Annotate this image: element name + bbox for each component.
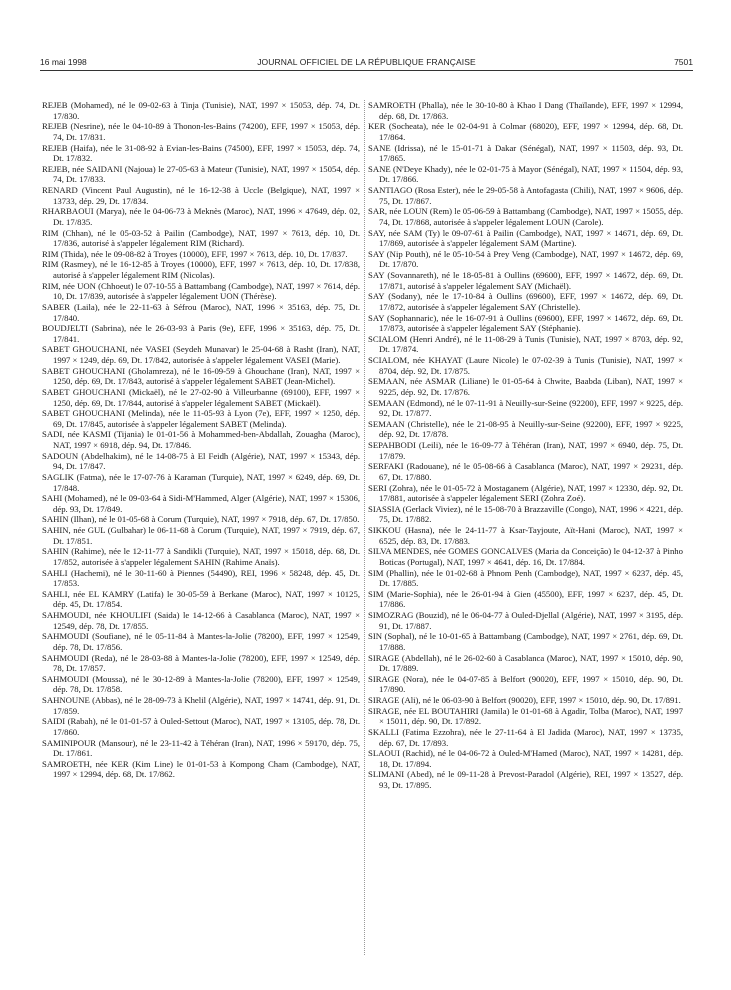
list-item: SAHIN (Ilhan), né le 01-05-68 à Corum (Turquie), NAT, 1997 × 7918, dép. 67, Dt. 17/850.: [42, 514, 360, 525]
list-item: SIRAGE (Abdellah), né le 26-02-60 à Casablanca (Maroc), NAT, 1997 × 15010, dép. 90, Dt. 17/889.: [368, 652, 683, 674]
list-item: SIASSIA (Gerlack Viviez), né le 15-08-70 à Brazzaville (Congo), NAT, 1996 × 4221, dép. 75, Dt. 17/882.: [368, 503, 683, 525]
list-item: SANE (N'Deye Khady), née le 02-01-75 à Mayor (Sénégal), NAT, 1997 × 11504, dép. 93, Dt. 17/866.: [368, 163, 683, 185]
left-column: [42, 100, 360, 780]
list-item: SERFAKI (Radouane), né le 05-08-66 à Casablanca (Maroc), NAT, 1997 × 29231, dép. 67, Dt. 17/880.: [368, 461, 683, 482]
list-item: SAHLI (Hachemi), né le 30-11-60 à Piennes (54490), REI, 1996 × 58248, dép. 45, Dt. 17/853.: [42, 567, 360, 589]
list-item: SAR, née LOUN (Rem) le 05-06-59 à Battambang (Cambodge), NAT, 1997 × 15055, dép. 74, Dt. 17/868, autorisée à s'appeler légalement LOUN (Carole).: [368, 206, 683, 227]
list-item: KER (Socheata), née le 02-04-91 à Colmar (68020), EFF, 1997 × 12994, dép. 68, Dt. 17/864.: [368, 121, 683, 142]
list-item: REJEB (Mohamed), né le 09-02-63 à Tinja (Tunisie), NAT, 1997 × 15053, dép. 74, Dt. 17/830.: [42, 100, 360, 121]
list-item: SANTIAGO (Rosa Ester), née le 29-05-58 à Antofagasta (Chili), NAT, 1997 × 9606, dép. 75, Dt. 17/867.: [368, 185, 683, 206]
list-item: SCIALOM, née KHAYAT (Laure Nicole) le 07-02-39 à Tunis (Tunisie), NAT, 1997 × 8704, dép. 92, Dt. 17/875.: [368, 355, 683, 376]
list-item: SEMAAN (Edmond), né le 07-11-91 à Neuilly-sur-Seine (92200), EFF, 1997 × 9225, dép. 92, Dt. 17/877.: [368, 397, 683, 419]
list-item: SIRAGE (Ali), né le 06-03-90 à Belfort (90020), EFF, 1997 × 15010, dép. 90, Dt. 17/891.: [368, 695, 681, 705]
list-item: REJEB, née SAIDANI (Najoua) le 27-05-63 à Mateur (Tunisie), NAT, 1997 × 15054, dép. 74, Dt. 17/833.: [42, 163, 360, 185]
header-date: 16 mai 1998: [40, 57, 87, 67]
list-item: SABET GHOUCHANI (Gholamreza), né le 16-09-59 à Ghouchane (Iran), NAT, 1997 × 1250, dép. 69, Dt. 17/843, autorisé à s'appeler légalement SABET (Jean-Michel).: [42, 365, 360, 387]
list-item: SABET GHOUCHANI, née VASEI (Seydeh Munavar) le 25-04-68 à Rasht (Iran), NAT, 1997 × 1249, dép. 69, Dt. 17/842, autorisée à s'appeler légalement VASEI (Marie).: [42, 344, 360, 365]
list-item: SADOUN (Abdelhakim), né le 14-08-75 à El Feidh (Algérie), NAT, 1997 × 15343, dép. 94, Dt. 17/847.: [42, 450, 360, 472]
list-item: SAIDI (Rabah), né le 01-01-57 à Ouled-Settout (Maroc), NAT, 1997 × 13105, dép. 78, Dt. 17/860.: [42, 716, 360, 737]
list-item: SAHNOUNE (Abbas), né le 28-09-73 à Khelil (Algérie), NAT, 1997 × 14741, dép. 91, Dt. 17/859.: [42, 695, 360, 716]
list-item: RIM, née UON (Chhoeut) le 07-10-55 à Battambang (Cambodge), NAT, 1997 × 7614, dép. 10, Dt. 17/839, autorisée à s'appeler légalement UON (Thérèse).: [42, 280, 360, 302]
list-item: SAY (Nip Pouth), né le 05-10-54 à Prey Veng (Cambodge), NAT, 1997 × 14672, dép. 69, Dt. 17/870.: [368, 248, 683, 270]
list-item: RENARD (Vincent Paul Augustin), né le 16-12-38 à Uccle (Belgique), NAT, 1997 × 13733, dép. 29, Dt. 17/834.: [42, 185, 360, 206]
list-item: SIM (Marie-Sophia), née le 26-01-94 à Gien (45500), EFF, 1997 × 6237, dép. 45, Dt. 17/886.: [368, 588, 683, 610]
list-item: SLIMANI (Abed), né le 09-11-28 à Prevost-Paradol (Algérie), REI, 1997 × 13527, dép. 93, Dt. 17/895.: [368, 769, 683, 790]
list-item: SEMAAN (Christelle), née le 21-08-95 à Neuilly-sur-Seine (92200), EFF, 1997 × 9225, dép. 92, Dt. 17/878.: [368, 418, 683, 440]
list-item: BOUDJELTI (Sabrina), née le 26-03-93 à Paris (9e), EFF, 1996 × 35163, dép. 75, Dt. 17/841.: [42, 323, 360, 344]
list-item: SABET GHOUCHANI (Mickaël), né le 27-02-90 à Villeurbanne (69100), EFF, 1997 × 1250, dép. 69, Dt. 17/844, autorisé à s'appeler légalement SABET (Mickaël).: [42, 386, 360, 408]
list-item: SIMOZRAG (Bouzid), né le 06-04-77 à Ouled-Djellal (Algérie), NAT, 1997 × 3195, dép. 91, Dt. 17/887.: [368, 610, 683, 631]
list-item: RIM (Rasmey), né le 16-12-85 à Troyes (10000), EFF, 1997 × 7613, dép. 10, Dt. 17/838, autorisé à s'appeler légalement RIM (Nicolas).: [42, 259, 360, 280]
list-item: SIRAGE, née EL BOUTAHIRI (Jamila) le 01-01-68 à Agadir, Tolba (Maroc), NAT, 1997 × 15011, dép. 90, Dt. 17/892.: [368, 705, 683, 727]
list-item: SEPAHBODI (Leili), née le 16-09-77 à Téhéran (Iran), NAT, 1997 × 6940, dép. 75, Dt. 17/879.: [368, 440, 683, 461]
list-item: SAMROETH (Phalla), née le 30-10-80 à Khao I Dang (Thaïlande), EFF, 1997 × 12994, dép. 68, Dt. 17/863.: [368, 100, 683, 121]
list-item: SCIALOM (Henri André), né le 11-08-29 à Tunis (Tunisie), NAT, 1997 × 8703, dép. 92, Dt. 17/874.: [368, 333, 683, 355]
list-item: SAHI (Mohamed), né le 09-03-64 à Sidi-M'Hammed, Alger (Algérie), NAT, 1997 × 15306, dép. 93, Dt. 17/849.: [42, 493, 360, 514]
list-item: SIRAGE (Nora), née le 04-07-85 à Belfort (90020), EFF, 1997 × 15010, dép. 90, Dt. 17/890.: [368, 673, 683, 695]
list-item: SIM (Phallin), née le 01-02-68 à Phnom Penh (Cambodge), NAT, 1997 × 6237, dép. 45, Dt. 17/885.: [368, 567, 683, 589]
list-item: SIKKOU (Hasna), née le 24-11-77 à Ksar-Tayjoute, Aït-Hani (Maroc), NAT, 1997 × 6525, dép. 83, Dt. 17/883.: [368, 525, 683, 546]
list-item: SABET GHOUCHANI (Melinda), née le 11-05-93 à Lyon (7e), EFF, 1997 × 1250, dép. 69, Dt. 17/845, autorisée à s'appeler légalement SABET (Melinda).: [42, 408, 360, 429]
list-item: SILVA MENDES, née GOMES GONCALVES (Maria da Conceição) le 04-12-37 à Pinho Boticas (Portugal), NAT, 1997 × 4641, dép. 16, Dt. 17/884.: [368, 546, 683, 567]
list-item: REJEB (Haifa), née le 31-08-92 à Evian-les-Bains (74500), EFF, 1997 × 15053, dép. 74, Dt. 17/832.: [42, 142, 360, 164]
list-item: SKALLI (Fatima Ezzohra), née le 27-11-64 à El Jadida (Maroc), NAT, 1997 × 13735, dép. 67, Dt. 17/893.: [368, 726, 683, 748]
list-item: SAMROETH, née KER (Kim Line) le 01-01-53 à Kompong Cham (Cambodge), NAT, 1997 × 12994, dép. 68, Dt. 17/862.: [42, 758, 360, 780]
list-item: SAHMOUDI (Soufiane), né le 05-11-84 à Mantes-la-Jolie (78200), EFF, 1997 × 12549, dép. 78, Dt. 17/856.: [42, 631, 360, 652]
list-item: SABER (Laila), née le 22-11-63 à Séfrou (Maroc), NAT, 1996 × 35163, dép. 75, Dt. 17/840.: [42, 301, 360, 323]
list-item: SAHIN, née GUL (Gulbahar) le 06-11-68 à Corum (Turquie), NAT, 1997 × 7919, dép. 67, Dt. 17/851.: [42, 525, 360, 546]
list-item: SAGLIK (Fatma), née le 17-07-76 à Karaman (Turquie), NAT, 1997 × 6249, dép. 69, Dt. 17/848.: [42, 471, 360, 493]
list-item: SERI (Zohra), née le 01-05-72 à Mostaganem (Algérie), NAT, 1997 × 12330, dép. 92, Dt. 17/881, autorisée à s'appeler légalement SERI (Zohra Zoé).: [368, 482, 683, 504]
list-item: SAHMOUDI, née KHOULIFI (Saida) le 14-12-66 à Casablanca (Maroc), NAT, 1997 × 12549, dép. 78, Dt. 17/855.: [42, 610, 360, 631]
header-title: JOURNAL OFFICIEL DE LA RÉPUBLIQUE FRANÇAISE: [257, 57, 476, 67]
list-item: SAY (Sophannaric), née le 16-07-91 à Oullins (69600), EFF, 1997 × 14672, dép. 69, Dt. 17/873, autorisée à s'appeler légalement SAY (Stéphanie).: [368, 312, 683, 334]
header-rule: [40, 70, 693, 71]
list-item: REJEB (Nesrine), née le 04-10-89 à Thonon-les-Bains (74200), EFF, 1997 × 15053, dép. 74, Dt. 17/831.: [42, 121, 360, 142]
list-item: RIM (Chhan), né le 05-03-52 à Pailin (Cambodge), NAT, 1997 × 7613, dép. 10, Dt. 17/836, autorisé à s'appeler légalement RIM (Richard).: [42, 227, 360, 249]
list-item: SAHIN (Rahime), née le 12-11-77 à Sandikli (Turquie), NAT, 1997 × 15018, dép. 68, Dt. 17/852, autorisée à s'appeler légalement SAHIN (Rahime Anaïs).: [42, 546, 360, 567]
list-item: RHARBAOUI (Marya), née le 04-06-73 à Meknès (Maroc), NAT, 1996 × 47649, dép. 02, Dt. 17/835.: [42, 206, 360, 227]
page-number: 7501: [674, 57, 693, 67]
column-divider: [364, 100, 365, 955]
list-item: SAHMOUDI (Reda), né le 28-03-88 à Mantes-la-Jolie (78200), EFF, 1997 × 12549, dép. 78, Dt. 17/857.: [42, 652, 360, 674]
list-item: SEMAAN, née ASMAR (Liliane) le 01-05-64 à Chwite, Baabda (Liban), NAT, 1997 × 9225, dép. 92, Dt. 17/876.: [368, 376, 683, 397]
list-item: RIM (Thida), née le 09-08-82 à Troyes (10000), EFF, 1997 × 7613, dép. 10, Dt. 17/837.: [42, 248, 348, 259]
list-item: SAHLI, née EL KAMRY (Latifa) le 30-05-59 à Berkane (Maroc), NAT, 1997 × 10125, dép. 45, Dt. 17/854.: [42, 588, 360, 610]
right-column: [368, 100, 683, 791]
list-item: SADI, née KASMI (Tijania) le 01-01-56 à Mohammed-ben-Abdallah, Zouagha (Maroc), NAT, 1997 × 6918, dép. 94, Dt. 17/846.: [42, 429, 360, 450]
list-item: SIN (Sophal), né le 10-01-65 à Battambang (Cambodge), NAT, 1997 × 2761, dép. 69, Dt. 17/888.: [368, 631, 683, 652]
list-item: SAY, née SAM (Ty) le 09-07-61 à Pailin (Cambodge), NAT, 1997 × 14671, dép. 69, Dt. 17/869, autorisée à s'appeler légalement SAM (Martine).: [368, 227, 683, 249]
list-item: SANE (Idrissa), né le 15-01-71 à Dakar (Sénégal), NAT, 1997 × 11503, dép. 93, Dt. 17/865.: [368, 142, 683, 164]
list-item: SAY (Sovannareth), né le 18-05-81 à Oullins (69600), EFF, 1997 × 14672, dép. 69, Dt. 17/871, autorisé à s'appeler légalement SAY (Michaël).: [368, 270, 683, 291]
list-item: SLAOUI (Rachid), né le 04-06-72 à Ouled-M'Hamed (Maroc), NAT, 1997 × 14281, dép. 18, Dt. 17/894.: [368, 748, 683, 769]
page-header: [40, 57, 693, 71]
list-item: SAY (Sodany), née le 17-10-84 à Oullins (69600), EFF, 1997 × 14672, dép. 69, Dt. 17/872, autorisée à s'appeler légalement SAY (Christelle).: [368, 291, 683, 312]
list-item: SAHMOUDI (Moussa), né le 30-12-89 à Mantes-la-Jolie (78200), EFF, 1997 × 12549, dép. 78, Dt. 17/858.: [42, 673, 360, 695]
list-item: SAMINIPOUR (Mansour), né le 23-11-42 à Téhéran (Iran), NAT, 1996 × 59170, dép. 75, Dt. 17/861.: [42, 737, 360, 759]
